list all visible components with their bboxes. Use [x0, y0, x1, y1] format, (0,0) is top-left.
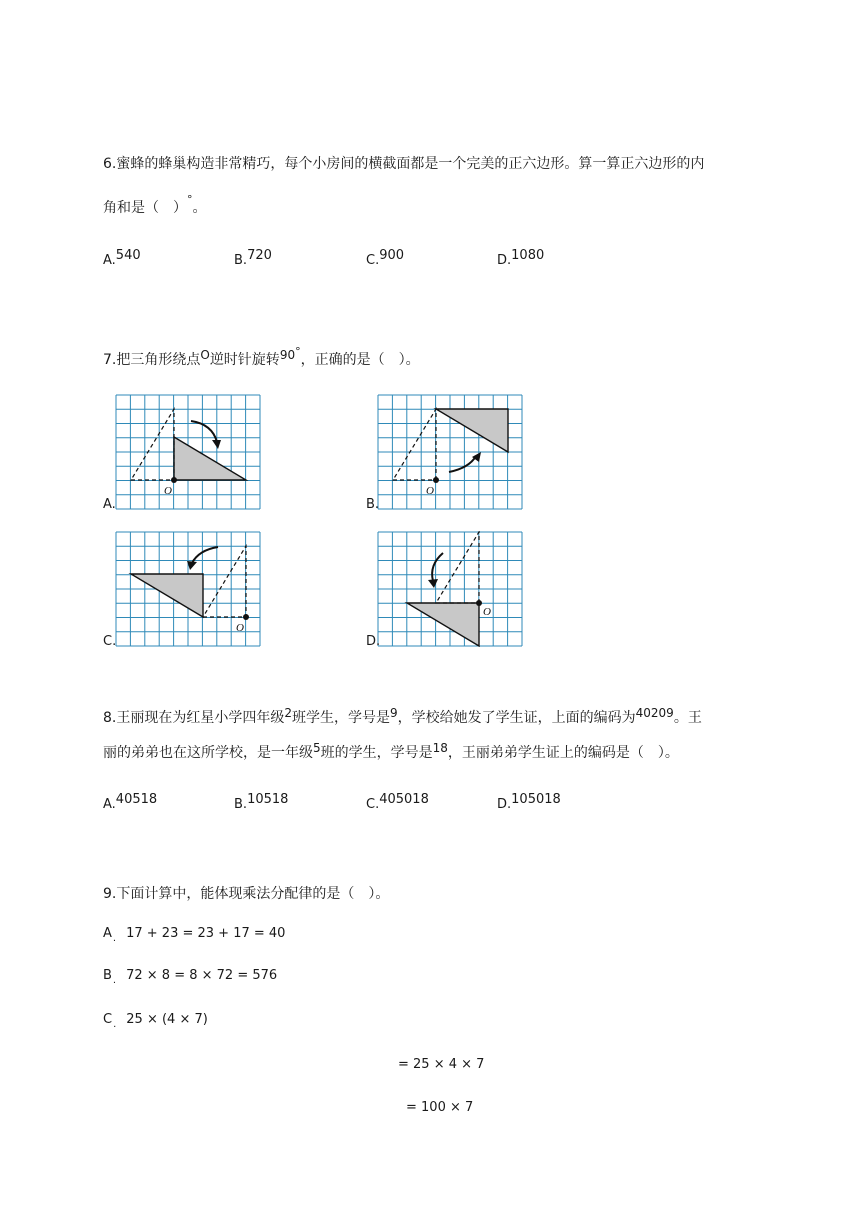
point-o — [476, 600, 482, 606]
point-o-label: O — [426, 485, 434, 497]
dashed-triangle — [436, 532, 479, 603]
q7-stem-end: ，正确的是（ ）。 — [300, 352, 420, 368]
point-o — [171, 477, 177, 483]
q6-option-b[interactable] — [234, 248, 272, 270]
q6-option-d[interactable] — [497, 248, 545, 270]
q7-stem-text: 7.把三角形绕点 — [103, 352, 201, 368]
q7-angle: 90 — [279, 348, 296, 362]
option-label: C — [103, 1012, 113, 1027]
shaded-triangle — [131, 574, 203, 617]
q6-stem-text: 角和是（ ） — [103, 200, 187, 216]
q8-option-c[interactable] — [366, 792, 429, 814]
q7-point: O — [200, 348, 210, 362]
q7-stem-text2: 逆时针旋转 — [209, 352, 280, 368]
dashed-triangle — [393, 409, 436, 480]
option-label: B — [103, 968, 112, 983]
q9-option-c-step2: = 100 × 7 — [406, 1100, 474, 1115]
option-value: 540 — [115, 248, 141, 263]
option-dot: . — [112, 975, 117, 986]
option-dot: . — [113, 1019, 117, 1030]
q8-text: 班学生，学号是 — [292, 710, 390, 726]
option-label: B. — [234, 797, 248, 812]
q8-stem-line1 — [103, 706, 702, 727]
q7-degree: ° — [295, 345, 301, 358]
q6-stem-line2 — [103, 193, 207, 218]
point-o-label: O — [236, 622, 244, 634]
q8-option-d[interactable] — [497, 792, 561, 814]
q8-student-number: 9 — [390, 706, 398, 720]
q6-option-c[interactable] — [366, 248, 405, 270]
option-text: 25 × (4 × 7) — [126, 1012, 208, 1027]
q7-stem — [103, 345, 420, 370]
option-label: D. — [497, 253, 512, 268]
option-label: B. — [234, 253, 248, 268]
q6-stem-end: 。 — [192, 200, 207, 216]
q8-text: ，学校给她发了学生证，上面的编码为 — [397, 710, 636, 726]
q9-stem: 9.下面计算中，能体现乘法分配律的是（ ）。 — [103, 886, 390, 902]
option-value: 405018 — [379, 792, 429, 807]
option-label: C. — [366, 797, 380, 812]
option-value: 10518 — [247, 792, 289, 807]
q9-option-a[interactable] — [103, 925, 285, 944]
arrow-head — [428, 579, 438, 588]
q7-figure-d-label: D. — [366, 634, 381, 649]
rotation-arrow — [449, 456, 476, 472]
q6-option-a[interactable] — [103, 248, 141, 270]
point-o — [433, 477, 439, 483]
q8-option-a[interactable] — [103, 792, 158, 814]
q8-text: 丽的弟弟也在这所学校，是一年级 — [103, 745, 313, 761]
option-text: 17 + 23 = 23 + 17 = 40 — [126, 926, 286, 941]
q8-text: ，王丽弟弟学生证上的编码是（ ）。 — [447, 745, 679, 761]
dashed-triangle — [203, 546, 246, 617]
q8-code: 40209 — [635, 706, 674, 720]
point-o-label: O — [164, 485, 172, 497]
q8-text: 班的学生，学号是 — [320, 745, 433, 761]
q9-option-c[interactable] — [103, 1011, 208, 1030]
q7-figure-b[interactable] — [377, 394, 523, 510]
q8-class-number: 5 — [313, 741, 321, 755]
option-label: D. — [497, 797, 512, 812]
q9-option-b[interactable] — [103, 967, 277, 986]
q7-figure-a[interactable] — [115, 394, 261, 510]
q7-figure-d[interactable] — [377, 531, 523, 647]
q7-figure-a-label: A. — [103, 497, 116, 512]
option-text: 72 × 8 = 8 × 72 = 576 — [126, 968, 278, 983]
option-dot: . — [112, 933, 117, 944]
q6-stem-line1: 6.蜜蜂的蜂巢构造非常精巧，每个小房间的横截面都是一个完美的正六边形。算一算正六边形的内 — [103, 156, 705, 172]
option-value: 40518 — [115, 792, 158, 807]
option-label: A. — [103, 253, 116, 268]
q8-stem-line2 — [103, 741, 679, 762]
q8-class-number: 2 — [284, 706, 292, 720]
q6-degree: ° — [187, 193, 193, 206]
shaded-triangle — [407, 603, 479, 646]
q7-figure-c-label: C. — [103, 634, 117, 649]
shaded-triangle — [436, 409, 508, 452]
q9-option-c-step1: = 25 × 4 × 7 — [398, 1057, 485, 1072]
rotation-arrow — [191, 421, 217, 442]
dashed-triangle — [131, 409, 174, 480]
point-o — [243, 614, 249, 620]
option-label: A. — [103, 797, 116, 812]
q7-figure-b-label: B. — [366, 497, 380, 512]
option-value: 720 — [247, 248, 272, 263]
q7-figure-c[interactable] — [115, 531, 261, 647]
q8-text: 8.王丽现在为红星小学四年级 — [103, 710, 285, 726]
q8-text: 。王 — [673, 710, 702, 726]
rotation-arrow — [432, 553, 443, 581]
shaded-triangle — [174, 437, 246, 480]
option-value: 900 — [379, 248, 405, 263]
option-value: 1080 — [511, 248, 545, 263]
point-o-label: O — [483, 606, 491, 618]
option-label: C. — [366, 253, 380, 268]
q8-student-number: 18 — [432, 741, 448, 755]
option-value: 105018 — [511, 792, 561, 807]
q8-option-b[interactable] — [234, 792, 289, 814]
option-label: A — [103, 926, 112, 941]
